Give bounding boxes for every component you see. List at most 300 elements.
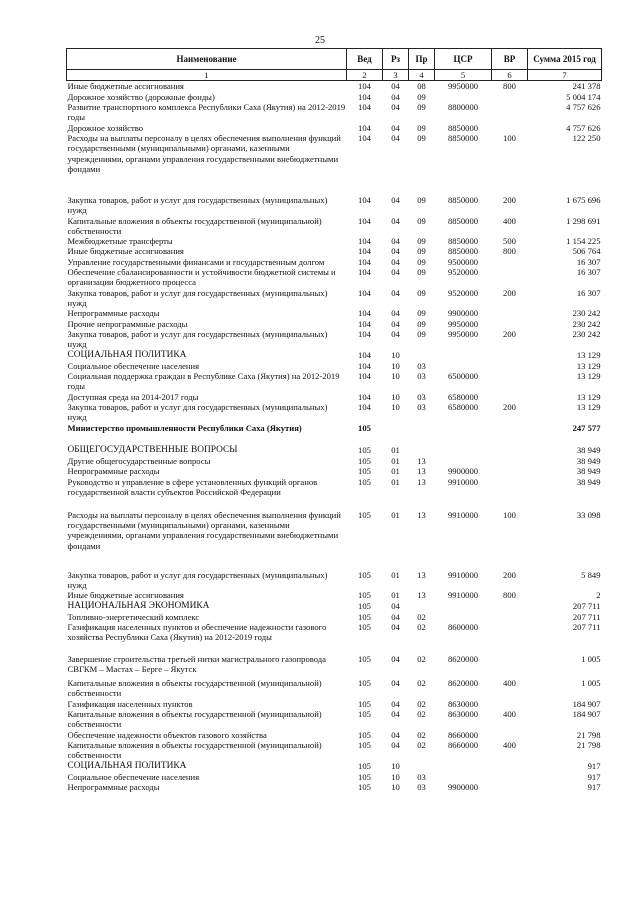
row-csr: 8850000 (447, 122, 479, 133)
row-ved: 105 (358, 740, 371, 751)
row-name: Обеспечение сбалансированности и устойчивости бюджетной системы и организации бюджетного процесса (67, 267, 336, 288)
row-csr: 6500000 (447, 371, 479, 382)
row-sum: 21 798 (576, 729, 601, 740)
row-ved: 105 (358, 444, 371, 455)
row-vr (492, 622, 528, 654)
table-row (67, 350, 602, 361)
row-sum: 38 949 (576, 444, 601, 455)
row-csr: 9910000 (447, 509, 479, 520)
row-rz: 04 (391, 267, 400, 278)
row-sum: 247 577 (572, 422, 601, 433)
row-pr: 02 (417, 740, 426, 751)
row-sum: 16 307 (576, 256, 601, 267)
row-vr: 100 (503, 509, 516, 520)
row-pr: 02 (417, 729, 426, 740)
header-csr: ЦСР (435, 49, 492, 70)
row-sum: 122 250 (572, 132, 601, 143)
row-csr: 8600000 (447, 622, 479, 633)
table-row (67, 216, 602, 237)
table-row (67, 466, 602, 476)
table-row (67, 622, 602, 654)
row-sum: 33 098 (576, 509, 601, 520)
row-name: Иные бюджетные ассигнования (67, 246, 184, 257)
row-vr: 800 (503, 246, 516, 257)
table-row (67, 456, 602, 466)
row-sum: 917 (587, 760, 601, 771)
table-row (67, 246, 602, 256)
row-ved: 104 (358, 246, 371, 257)
row-rz: 04 (391, 318, 400, 329)
row-csr: 8850000 (447, 236, 479, 247)
row-rz: 04 (391, 256, 400, 267)
header-pr: Пр (409, 49, 435, 70)
row-rz: 04 (391, 132, 400, 143)
row-vr (492, 102, 528, 123)
table-row (67, 123, 602, 133)
header-row (67, 49, 602, 70)
row-sum: 207 711 (572, 622, 601, 633)
row-pr: 09 (417, 236, 426, 247)
table-row (67, 730, 602, 740)
row-pr (409, 423, 435, 445)
row-pr: 09 (417, 194, 426, 205)
table-row (67, 81, 602, 92)
row-pr: 02 (417, 678, 426, 689)
row-csr (435, 445, 492, 456)
row-pr: 09 (417, 132, 426, 143)
row-vr (492, 772, 528, 782)
table-row (67, 678, 602, 699)
row-name: Министерство промышленности Республики Саха (Якутия) (67, 422, 302, 433)
row-csr: 8850000 (447, 215, 479, 226)
row-pr: 03 (417, 771, 426, 782)
table-row (67, 267, 602, 288)
row-name: Капитальные вложения в объекты государственной (муниципальной) собственности (67, 740, 322, 761)
row-ved: 105 (358, 569, 371, 580)
row-csr: 9910000 (447, 476, 479, 487)
row-csr: 8800000 (447, 101, 479, 112)
row-ved: 105 (358, 590, 371, 601)
row-name: Закупка товаров, работ и услуг для государственных (муниципальных) нужд (67, 194, 328, 216)
row-vr (492, 445, 528, 456)
row-sum: 1 005 (581, 678, 601, 689)
row-pr: 13 (417, 456, 426, 466)
row-name: Прочие непрограммные расходы (67, 318, 188, 329)
table-row (67, 590, 602, 600)
row-rz: 01 (391, 590, 400, 601)
row-vr (492, 308, 528, 318)
row-vr: 400 (503, 709, 516, 720)
row-sum: 230 242 (572, 318, 601, 329)
row-name: Доступная среда на 2014-2017 годы (67, 391, 199, 402)
row-vr: 400 (503, 678, 516, 689)
row-csr: 9910000 (447, 590, 479, 601)
row-pr: 02 (417, 611, 426, 622)
col-number: 1 (67, 70, 347, 81)
row-csr: 8660000 (447, 729, 479, 740)
row-ved: 105 (358, 600, 371, 611)
row-ved: 104 (358, 360, 371, 371)
row-sum: 1 675 696 (566, 194, 601, 205)
table-row (67, 361, 602, 371)
row-vr (492, 477, 528, 510)
row-rz (383, 423, 409, 445)
row-csr (435, 350, 492, 361)
row-csr: 9910000 (447, 569, 479, 580)
row-sum: 241 378 (572, 81, 601, 92)
row-name: Топливно-энергетический комплекс (67, 611, 200, 622)
table-row (67, 601, 602, 612)
col-number: 5 (435, 70, 492, 81)
row-pr: 13 (417, 509, 426, 520)
row-csr: 9520000 (447, 287, 479, 298)
row-vr (492, 601, 528, 612)
table-row (67, 402, 602, 423)
page-number: 25 (315, 35, 325, 46)
row-sum: 21 798 (576, 740, 601, 751)
row-csr: 9520000 (447, 267, 479, 278)
row-name: Развитие транспортного комплекса Республики Саха (Якутия) на 2012-2019 годы (67, 101, 346, 123)
row-ved: 104 (358, 328, 371, 339)
row-sum: 13 129 (576, 402, 601, 413)
row-pr: 09 (417, 215, 426, 226)
row-vr (492, 361, 528, 371)
row-name: Социальное обеспечение населения (67, 771, 200, 782)
row-vr (492, 350, 528, 361)
row-name: Иные бюджетные ассигнования (67, 81, 184, 92)
row-rz: 04 (391, 215, 400, 226)
table-row (67, 477, 602, 510)
row-vr (492, 123, 528, 133)
row-pr: 02 (417, 709, 426, 720)
row-pr: 08 (417, 81, 426, 92)
row-rz: 04 (391, 654, 400, 665)
row-pr: 03 (417, 391, 426, 402)
row-rz: 04 (391, 328, 400, 339)
row-sum: 917 (587, 782, 601, 793)
row-name: Социальная поддержка граждан в Республике Саха (Якутия) на 2012-2019 годы (67, 371, 340, 392)
table-row (67, 133, 602, 195)
row-rz: 01 (391, 456, 400, 466)
row-rz: 04 (391, 91, 400, 102)
row-rz: 01 (391, 569, 400, 580)
row-csr: 9900000 (447, 466, 479, 477)
row-pr: 09 (417, 287, 426, 298)
row-ved: 104 (358, 402, 371, 413)
row-ved: 104 (358, 391, 371, 402)
row-vr (492, 423, 528, 445)
row-vr: 800 (503, 81, 516, 92)
row-rz: 04 (391, 622, 400, 633)
row-rz: 10 (391, 360, 400, 371)
row-name: Расходы на выплаты персоналу в целях обеспечения выполнения функций государственными (муниципальными) органами, казенными учреждениями, органами управления государственными внебюджетными фондами (67, 132, 341, 174)
row-rz: 04 (391, 611, 400, 622)
header-name: Наименование (67, 49, 347, 70)
header-rz: Рз (383, 49, 409, 70)
row-pr (409, 761, 435, 772)
row-vr (492, 456, 528, 466)
row-ved: 104 (358, 256, 371, 267)
table-row (67, 709, 602, 730)
row-vr (492, 267, 528, 288)
row-csr: 6580000 (447, 391, 479, 402)
row-rz: 10 (391, 402, 400, 413)
row-csr: 9950000 (447, 328, 479, 339)
row-rz: 04 (391, 698, 400, 709)
row-pr: 09 (417, 328, 426, 339)
row-rz: 04 (391, 287, 400, 298)
row-ved: 104 (358, 101, 371, 112)
row-name: Руководство и управление в сфере установленных функций органов государственной власти субъектов Российской Федерации (67, 476, 318, 497)
row-sum: 184 907 (572, 709, 601, 720)
row-vr: 400 (503, 215, 516, 226)
row-rz: 01 (391, 509, 400, 520)
row-ved: 105 (358, 611, 371, 622)
row-sum: 5 004 174 (566, 91, 601, 102)
row-sum: 230 242 (572, 328, 601, 339)
row-rz: 10 (391, 349, 400, 360)
row-rz: 10 (391, 391, 400, 402)
row-vr (492, 761, 528, 772)
row-name: Газификация населенных пунктов (67, 698, 193, 709)
row-csr: 8660000 (447, 740, 479, 751)
row-pr: 09 (417, 101, 426, 112)
row-name: Непрограммные расходы (67, 782, 160, 793)
row-ved: 105 (358, 466, 371, 477)
row-sum: 2 (596, 590, 601, 601)
row-csr: 6580000 (447, 402, 479, 413)
row-csr: 9950000 (447, 81, 479, 92)
row-vr (492, 699, 528, 709)
row-csr (435, 92, 492, 102)
row-vr: 200 (503, 287, 516, 298)
row-name: Закупка товаров, работ и услуг для государственных (муниципальных) нужд (67, 402, 328, 423)
row-csr (435, 423, 492, 445)
row-csr: 8630000 (447, 698, 479, 709)
table-body (67, 81, 602, 793)
row-sum: 917 (587, 771, 601, 782)
row-rz: 04 (391, 101, 400, 112)
row-csr (435, 761, 492, 772)
row-vr (492, 654, 528, 678)
row-sum: 230 242 (572, 308, 601, 319)
col-number: 3 (383, 70, 409, 81)
row-ved: 104 (358, 308, 371, 319)
row-rz: 04 (391, 81, 400, 92)
row-vr: 100 (503, 132, 516, 143)
row-csr: 9900000 (447, 308, 479, 319)
row-sum: 207 711 (572, 611, 601, 622)
row-ved: 104 (358, 236, 371, 247)
row-pr: 02 (417, 698, 426, 709)
row-pr: 13 (417, 466, 426, 477)
row-vr: 200 (503, 328, 516, 339)
row-pr (409, 445, 435, 456)
table-row (67, 772, 602, 782)
row-csr (435, 772, 492, 782)
table-row (67, 699, 602, 709)
row-pr: 09 (417, 318, 426, 329)
row-name: Иные бюджетные ассигнования (67, 590, 184, 601)
row-vr (492, 319, 528, 329)
row-pr (409, 350, 435, 361)
row-name: Социальное обеспечение населения (67, 360, 200, 371)
row-vr (492, 392, 528, 402)
table-row (67, 102, 602, 123)
row-name: Завершение строительства третьей нитки магистрального газопровода СВГКМ – Мастах – Берге – Якутск (67, 654, 326, 675)
row-sum: 506 764 (572, 246, 601, 257)
row-ved: 105 (358, 456, 371, 466)
row-pr: 09 (417, 267, 426, 278)
row-rz: 04 (391, 709, 400, 720)
row-name: Управление государственными финансами и государственным долгом (67, 256, 325, 267)
row-pr: 13 (417, 569, 426, 580)
row-rz: 10 (391, 782, 400, 793)
col-number: 4 (409, 70, 435, 81)
row-name: Капитальные вложения в объекты государственной (муниципальной) собственности (67, 678, 322, 699)
row-name: Непрограммные расходы (67, 308, 160, 319)
row-csr: 8850000 (447, 246, 479, 257)
budget-table (66, 48, 602, 793)
row-rz: 01 (391, 476, 400, 487)
table-row (67, 319, 602, 329)
row-ved: 104 (358, 81, 371, 92)
row-vr: 200 (503, 569, 516, 580)
row-pr: 13 (417, 590, 426, 601)
table-row (67, 288, 602, 309)
row-ved: 105 (358, 782, 371, 793)
table-row (67, 654, 602, 678)
row-name: Межбюджетные трансферты (67, 236, 173, 247)
row-pr: 03 (417, 360, 426, 371)
table-row (67, 195, 602, 216)
row-pr: 09 (417, 122, 426, 133)
row-name: Дорожное хозяйство (67, 122, 144, 133)
row-sum: 4 757 626 (566, 122, 601, 133)
column-number-row (67, 70, 602, 81)
col-number: 7 (528, 70, 602, 81)
row-ved: 105 (358, 771, 371, 782)
row-name: Дорожное хозяйство (дорожные фонды) (67, 91, 215, 102)
header-vr: ВР (492, 49, 528, 70)
row-vr: 400 (503, 740, 516, 751)
row-sum: 5 849 (581, 569, 601, 580)
row-ved: 105 (358, 760, 371, 771)
row-rz: 04 (391, 600, 400, 611)
row-rz: 10 (391, 771, 400, 782)
row-name: ОБЩЕГОСУДАРСТВЕННЫЕ ВОПРОСЫ (67, 444, 238, 455)
row-csr (435, 612, 492, 622)
row-pr: 03 (417, 782, 426, 793)
table-row (67, 445, 602, 456)
col-number: 6 (492, 70, 528, 81)
row-sum: 1 154 225 (566, 236, 601, 247)
row-pr: 13 (417, 476, 426, 487)
header-sum: Сумма 2015 год (528, 49, 602, 70)
row-vr (492, 730, 528, 740)
row-ved: 104 (358, 318, 371, 329)
row-ved: 105 (358, 476, 371, 487)
row-csr: 8850000 (447, 132, 479, 143)
row-csr: 8620000 (447, 654, 479, 665)
row-ved: 104 (358, 132, 371, 143)
row-vr: 200 (503, 194, 516, 205)
row-sum: 38 949 (576, 466, 601, 477)
row-csr: 8850000 (447, 194, 479, 205)
row-name: Капитальные вложения в объекты государственной (муниципальной) собственности (67, 709, 322, 730)
row-ved: 105 (358, 422, 371, 433)
header-ved: Вед (347, 49, 383, 70)
row-sum: 13 129 (576, 391, 601, 402)
row-rz: 10 (391, 760, 400, 771)
row-rz: 04 (391, 122, 400, 133)
table-row (67, 423, 602, 445)
row-vr (492, 612, 528, 622)
row-ved: 105 (358, 678, 371, 689)
row-name: Закупка товаров, работ и услуг для государственных (муниципальных) нужд (67, 287, 328, 308)
row-name: НАЦИОНАЛЬНАЯ ЭКОНОМИКА (67, 600, 210, 611)
table-row (67, 782, 602, 792)
col-number: 2 (347, 70, 383, 81)
row-vr (492, 257, 528, 267)
row-ved: 105 (358, 698, 371, 709)
row-vr (492, 371, 528, 392)
row-rz: 01 (391, 466, 400, 477)
row-ved: 104 (358, 371, 371, 382)
row-name: Обеспечение надежности объектов газового хозяйства (67, 729, 267, 740)
row-pr: 02 (417, 622, 426, 633)
row-sum: 13 129 (576, 349, 601, 360)
row-csr: 9900000 (447, 782, 479, 793)
row-pr: 02 (417, 654, 426, 665)
row-rz: 04 (391, 308, 400, 319)
table-row (67, 308, 602, 318)
row-ved: 104 (358, 349, 371, 360)
row-name: Закупка товаров, работ и услуг для государственных (муниципальных) нужд (67, 328, 328, 350)
table-row (67, 612, 602, 622)
row-ved: 104 (358, 194, 371, 205)
row-sum: 1 005 (581, 654, 601, 665)
row-rz: 01 (391, 444, 400, 455)
table-row (67, 570, 602, 591)
table-row (67, 257, 602, 267)
row-csr: 9950000 (447, 318, 479, 329)
table-row (67, 761, 602, 772)
row-rz: 04 (391, 740, 400, 751)
row-sum: 207 711 (572, 600, 601, 611)
row-rz: 04 (391, 729, 400, 740)
row-pr: 03 (417, 371, 426, 382)
row-sum: 38 949 (576, 476, 601, 487)
row-sum: 4 757 626 (566, 101, 601, 112)
row-vr: 500 (503, 236, 516, 247)
row-pr: 03 (417, 402, 426, 413)
row-sum: 16 307 (576, 287, 601, 298)
row-csr (435, 456, 492, 466)
row-pr: 09 (417, 308, 426, 319)
row-rz: 04 (391, 194, 400, 205)
row-ved: 105 (358, 654, 371, 665)
row-sum: 13 129 (576, 360, 601, 371)
row-name: Капитальные вложения в объекты государственной (муниципальной) собственности (67, 215, 322, 236)
row-csr: 8620000 (447, 678, 479, 689)
row-csr: 8630000 (447, 709, 479, 720)
table-row (67, 329, 602, 350)
row-vr: 200 (503, 402, 516, 413)
row-name: Расходы на выплаты персоналу в целях обеспечения выполнения функций государственными (муниципальными) органами, казенными учреждениями, органами управления государственными внебюджетными фондами (67, 509, 341, 551)
row-sum: 13 129 (576, 371, 601, 382)
row-rz: 10 (391, 371, 400, 382)
